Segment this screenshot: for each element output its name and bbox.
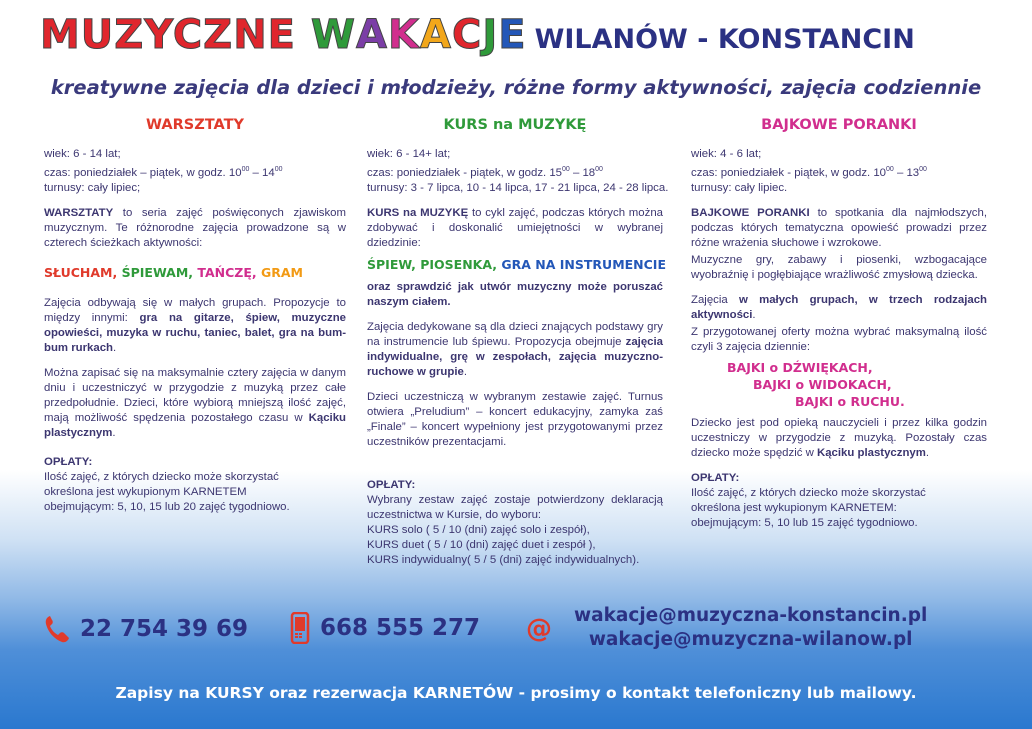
time-info: czas: poniedziałek - piątek, w godz. $15^{00} - 18^{00}$: [367, 166, 603, 179]
bajki-item: BAJKI o WIDOKACH,: [753, 376, 892, 392]
fees-line: Ilość zajęć, z których dziecko może skorzystać: [691, 486, 926, 499]
check-paragraph: oraz sprawdzić jak utwór muzyczny może poruszać naszym ciałem.: [367, 280, 663, 308]
title-letter: C: [451, 12, 483, 58]
email-link-konstancin[interactable]: wakacje@muzyczna-konstancin.pl: [574, 605, 928, 626]
games-paragraph: Muzyczne gry, zabawy i piosenki, wzbogacające wyobraźnię i pogłębiające wrażliwość zmysłową dziecka.: [691, 253, 987, 281]
care-paragraph: Dziecko jest pod opieką nauczycieli i przez kilka godzin uczestniczy w przygodzie z muzyką. Pozostały czas dziecko może spędzić w Kąciku plastycznym.: [691, 416, 987, 459]
bajki-item: BAJKI o DŹWIĘKACH,: [727, 359, 873, 375]
activity-path: TAŃCZĘ,: [197, 264, 261, 280]
turns-info: turnusy: cały lipiec;: [44, 181, 141, 194]
meta-info: [44, 147, 346, 196]
activity-paths: [44, 265, 346, 280]
fees-line: obejmującym: 5, 10, 15 lub 20 zajęć tygodniowo.: [44, 500, 290, 513]
at-icon: @: [526, 614, 552, 644]
email-block: [574, 604, 927, 652]
tagline: kreatywne zajęcia dla dzieci i młodzieży, różne formy aktywności, zajęcia codziennie: [50, 76, 982, 99]
groups-paragraph: Zajęcia w małych grupach, w trzech rodzajach aktywności.: [691, 293, 987, 321]
phone-icon: [44, 614, 70, 644]
mobile-number[interactable]: 668 555 277: [320, 615, 481, 641]
fees-label: OPŁATY:: [691, 471, 740, 484]
mobile-contact[interactable]: [290, 612, 480, 644]
column-heading: KURS na MUZYKĘ: [443, 117, 587, 133]
footer-note: Zapisy na KURSY oraz rezerwacja KARNETÓW - prosimy o kontakt telefoniczny lub mailowy.: [115, 684, 917, 702]
activity-path: ŚPIEWAM,: [121, 264, 198, 280]
groups-paragraph: Zajęcia odbywają się w małych grupach. Propozycje to między innymi: gra na gitarze, śpiew, muzyczne opowieści, muzyka w ruchu, taniec, balet, gra na bum-bum rurkach.: [44, 296, 346, 354]
fees-label: OPŁATY:: [44, 455, 93, 468]
column-kurs: [367, 117, 669, 568]
title-letter: MUZYCZNE: [40, 12, 311, 58]
age-info: wiek: 4 - 6 lat;: [691, 148, 762, 160]
title-letter: E: [498, 12, 527, 58]
title-letter: K: [388, 12, 421, 58]
fees-text: Wybrany zestaw zajęć zostaje potwierdzony deklaracją uczestnictwa w Kursie, do wyboru:: [367, 493, 663, 521]
fees-section: [691, 471, 987, 531]
bajki-item: BAJKI o RUCHU.: [795, 393, 905, 409]
fees-line: KURS duet ( 5 / 10 (dni) zajęć duet i zespół ),: [367, 538, 596, 551]
mobile-phone-icon: [290, 612, 310, 644]
fees-label: OPŁATY:: [367, 478, 416, 491]
signup-paragraph: Można zapisać się na maksymalnie cztery zajęcia w danym dniu i uczestniczyć w przygodzie z muzyką przez całe przedpołudnie. Dzieci, które wybiorą mniejszą ilość zajęć, mają możliwość spędzenia pozostałego czasu w Kąciku plastycznym.: [44, 366, 346, 439]
disciplines: [367, 256, 666, 272]
intro-paragraph: WARSZTATY to seria zajęć poświęconych zjawiskom muzycznym. Te różnorodne zajęcia prowadzone są w czterech ścieżkach aktywności:: [44, 206, 346, 249]
age-info: wiek: 6 - 14+ lat;: [367, 148, 451, 160]
title-letter: J: [482, 12, 499, 58]
location-title: WILANÓW - KONSTANCIN: [534, 24, 915, 55]
concert-paragraph: Dzieci uczestniczą w wybranym zestawie zajęć. Turnus otwiera „Preludium” – koncert edukacyjny, zamyka zaś „Finale” – koncert wypełniony jest przygotowanymi przez uczestników prezentacjami.: [367, 390, 663, 448]
intro-paragraph: BAJKOWE PORANKI to spotkania dla najmłodszych, podczas których tematyczna opowieść prowadzi przez różne wrażenia słuchowe i wzrokowe.: [691, 206, 987, 249]
title-letter: W: [310, 12, 357, 58]
phone-number[interactable]: 22 754 39 69: [80, 616, 249, 642]
email-link-wilanow[interactable]: wakacje@muzyczna-wilanow.pl: [588, 629, 913, 650]
turns-info: turnusy: cały lipiec.: [691, 181, 788, 194]
meta-info: [691, 147, 987, 196]
fees-line: KURS solo ( 5 / 10 (dni) zajęć solo i zespół),: [367, 523, 590, 536]
column-bajkowe: [691, 118, 987, 531]
column-warsztaty: [44, 118, 346, 515]
offer-paragraph: Z przygotowanej oferty można wybrać maksymalną ilość czyli 3 zajęcia dziennie:: [691, 325, 987, 353]
column-heading: WARSZTATY: [146, 117, 244, 133]
contact-row: [44, 600, 1004, 660]
fees-line: obejmującym: 5, 10 lub 15 zajęć tygodniowo.: [691, 516, 918, 529]
intro-paragraph: KURS na MUZYKĘ to cykl zajęć, podczas których można zdobywać i doskonalić umiejętności w wybranej dziedzinie:: [367, 206, 663, 249]
title-letter: A: [420, 12, 452, 58]
time-info: czas: poniedziałek – piątek, w godz. $10^{00} - 14^{00}$: [44, 166, 283, 179]
turns-info: turnusy: 3 - 7 lipca, 10 - 14 lipca, 17 - 21 lipca, 24 - 28 lipca.: [367, 181, 669, 194]
fees-section: [367, 478, 663, 568]
fees-line: określona jest wykupionym KARNETEM:: [691, 501, 897, 514]
time-info: czas: poniedziałek - piątek, w godz. $10^{00} - 13^{00}$: [691, 166, 927, 179]
bajki-list: [691, 359, 987, 410]
fees-line: określona jest wykupionym KARNETEM: [44, 485, 247, 498]
page-title: [40, 12, 527, 58]
discipline: PIOSENKA,: [420, 256, 502, 272]
activity-path: GRAM: [260, 264, 303, 280]
age-info: wiek: 6 - 14 lat;: [44, 148, 121, 160]
column-heading: BAJKOWE PORANKI: [761, 117, 917, 133]
discipline: ŚPIEW,: [367, 256, 421, 272]
fees-section: [44, 455, 346, 515]
discipline: GRA NA INSTRUMENCIE: [501, 256, 666, 272]
fees-line: KURS indywidualny( 5 / 5 (dni) zajęć indywidualnych).: [367, 553, 640, 566]
phone-contact[interactable]: [44, 614, 248, 644]
dedicated-paragraph: Zajęcia dedykowane są dla dzieci znających podstawy gry na instrumencie lub śpiewu. Propozycja obejmuje zajęcia indywidualne, grę w zespołach, zajęcia muzyczno-ruchowe w grupie.: [367, 320, 663, 378]
title-letter: A: [356, 12, 389, 58]
fees-line: Ilość zajęć, z których dziecko może skorzystać: [44, 470, 279, 483]
header: [40, 12, 1020, 62]
meta-info: [367, 147, 669, 196]
activity-path: SŁUCHAM,: [44, 264, 122, 280]
